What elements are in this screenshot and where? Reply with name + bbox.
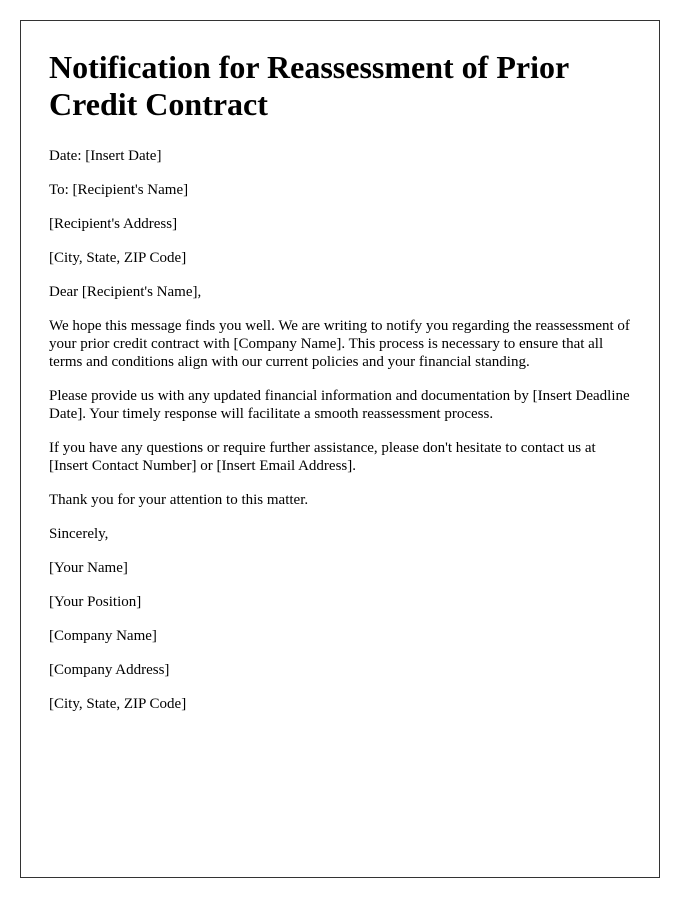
recipient-city-line: [City, State, ZIP Code] (49, 250, 187, 266)
body-paragraph-thanks: Thank you for your attention to this matter. (49, 492, 309, 508)
letter-page (20, 20, 660, 878)
body-paragraph-request: Please provide us with any updated financial information and documentation by [Insert Deadline Date]. Your timely response will facilitate a smooth reassessment process. (49, 388, 630, 422)
body-paragraph-contact: If you have any questions or require further assistance, please don't hesitate to contact us at [Insert Contact Number] or [Insert Email Address]. (49, 440, 596, 474)
signature-company-address: [Company Address] (49, 662, 170, 678)
signature-position: [Your Position] (49, 594, 142, 610)
body-paragraph-intro: We hope this message finds you well. We are writing to notify you regarding the reassessment of your prior credit contract with [Company Name]. This process is necessary to ensure that all terms and conditions align with our current policies and your financial standing. (49, 318, 630, 370)
recipient-address-line: [Recipient's Address] (49, 216, 178, 232)
signature-company-city: [City, State, ZIP Code] (49, 696, 187, 712)
salutation: Dear [Recipient's Name], (49, 284, 202, 300)
signature-company: [Company Name] (49, 628, 157, 644)
closing: Sincerely, (49, 526, 109, 542)
date-line: Date: [Insert Date] (49, 148, 162, 164)
letter-title: Notification for Reassessment of Prior Credit Contract (49, 49, 569, 122)
signature-name: [Your Name] (49, 560, 128, 576)
recipient-name-line: To: [Recipient's Name] (49, 182, 189, 198)
